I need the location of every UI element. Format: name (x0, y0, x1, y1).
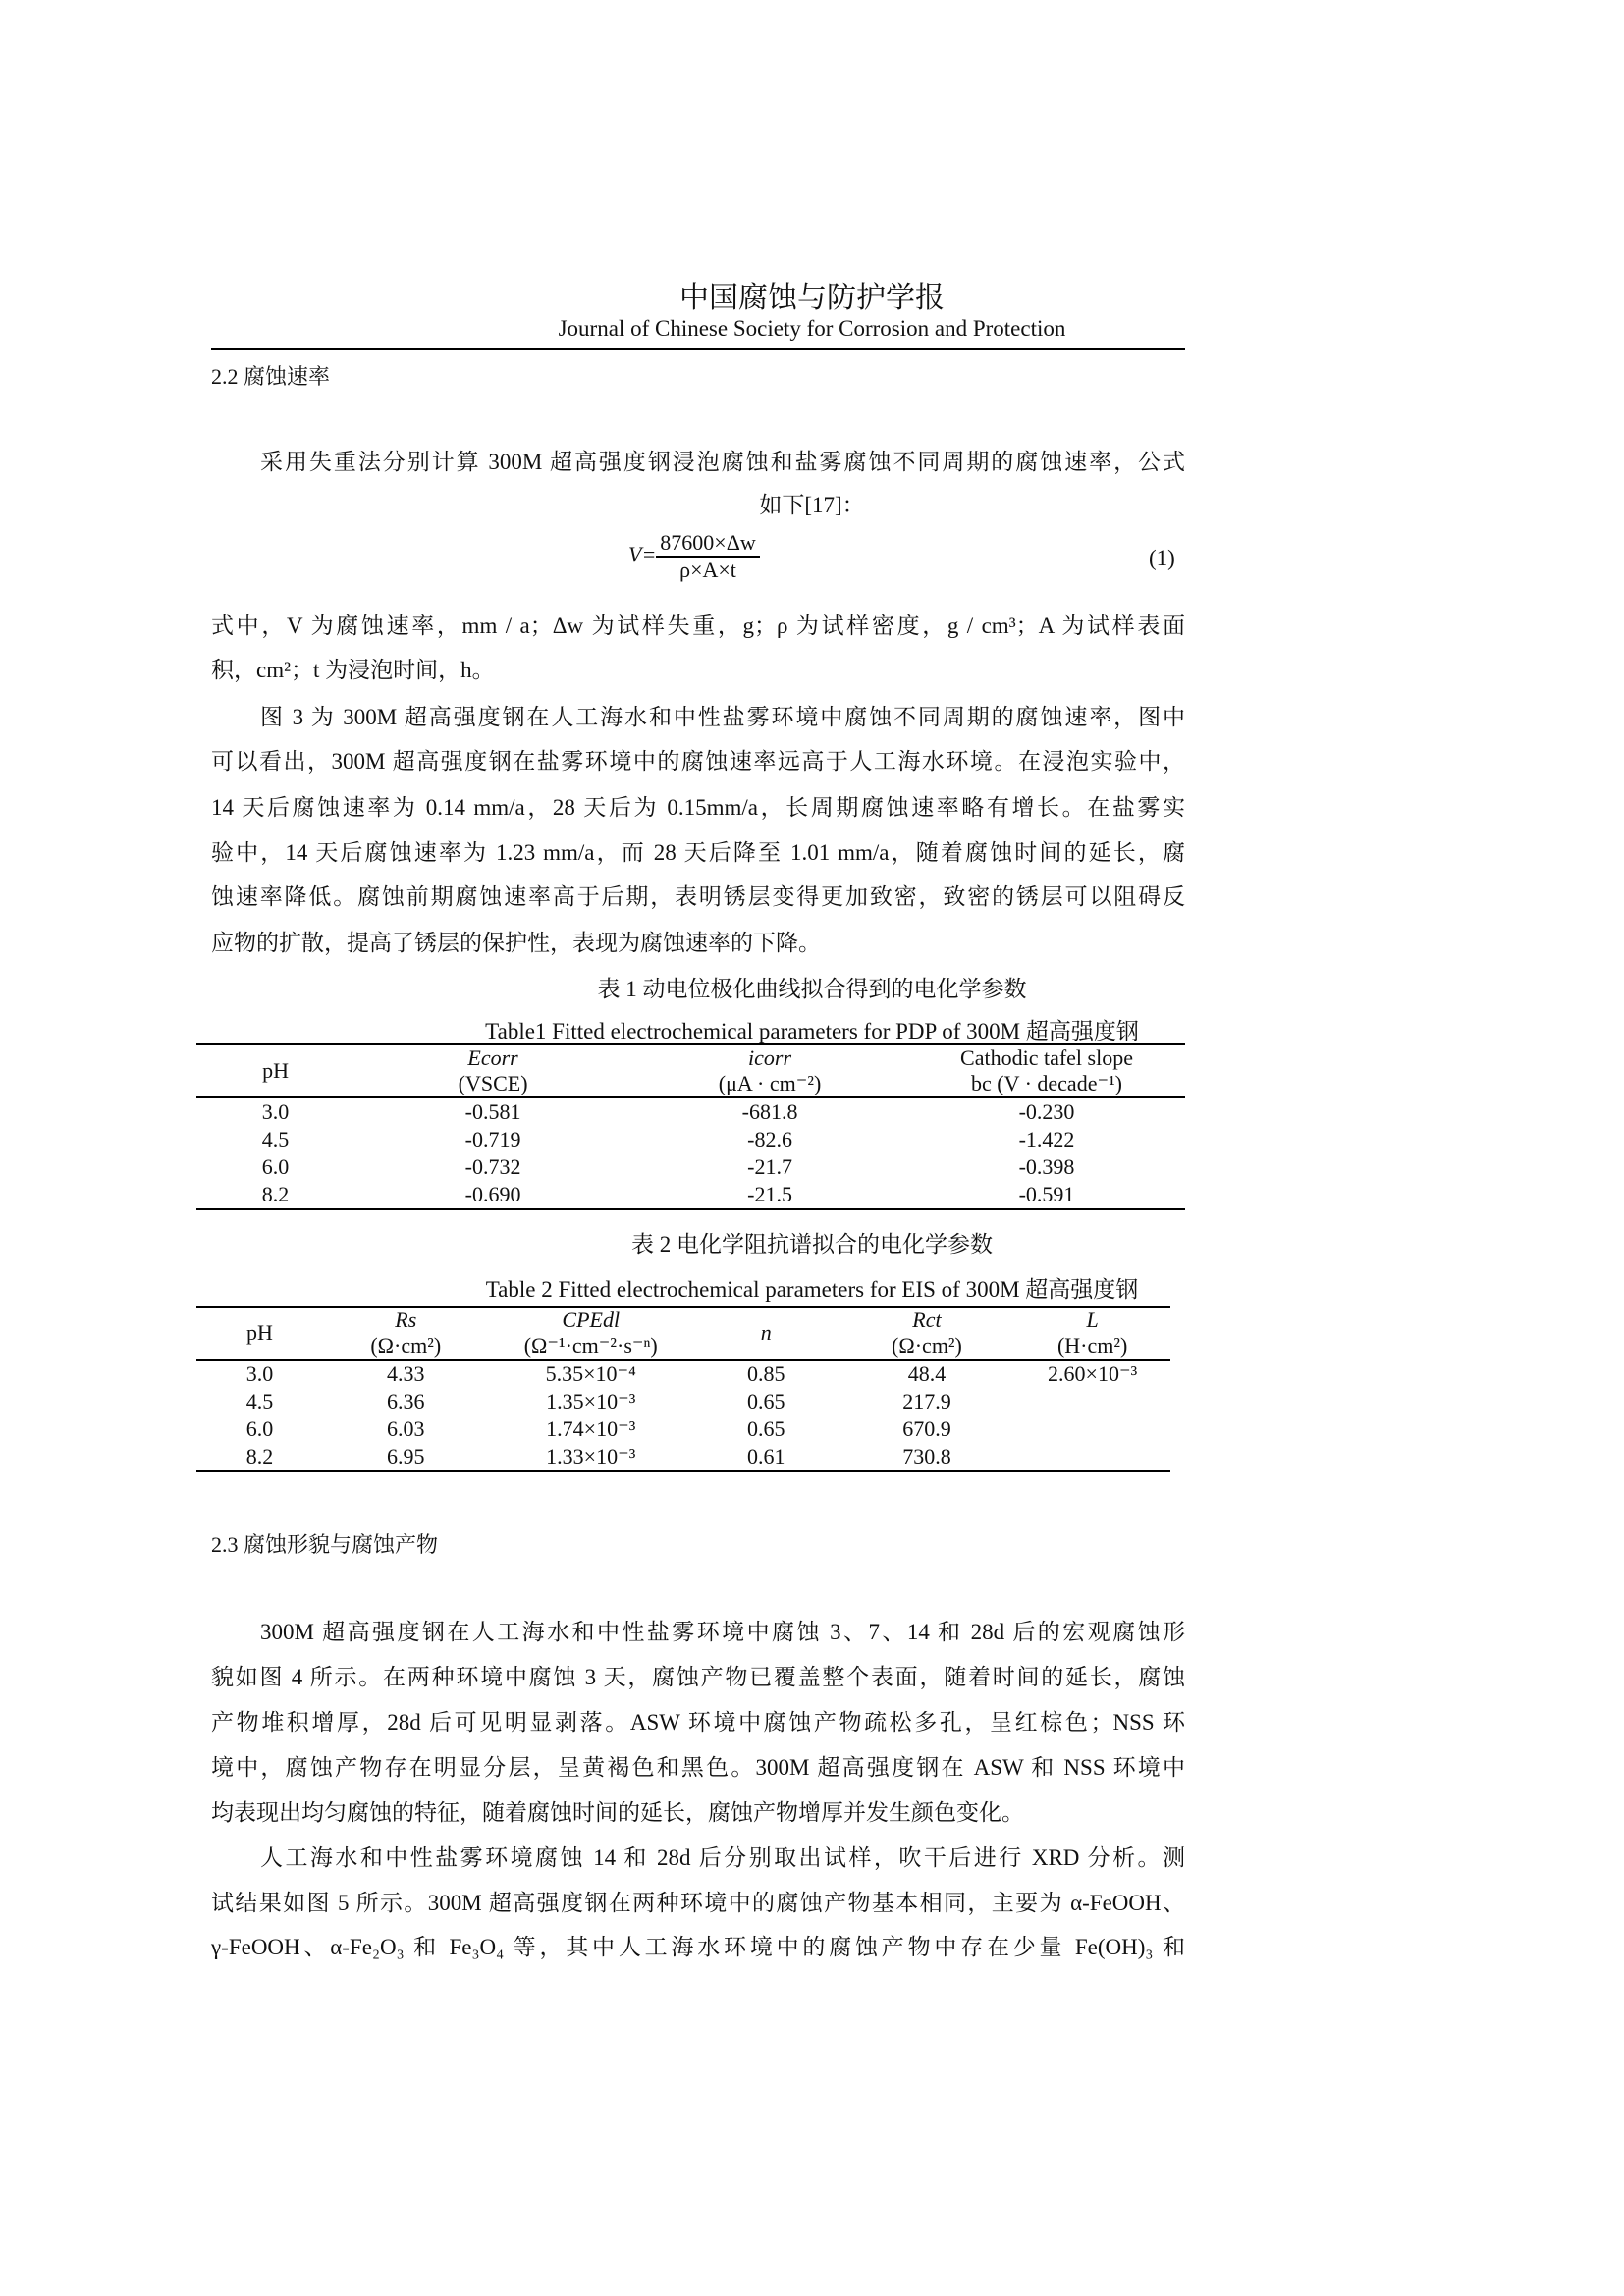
table-cell: 6.0 (261, 1154, 290, 1179)
table-cell: -0.230 (1018, 1099, 1075, 1124)
table-row (196, 1443, 1170, 1471)
table-cell: 6.0 (245, 1416, 274, 1441)
table-cell: 0.65 (747, 1389, 785, 1414)
formula-1 (628, 530, 760, 583)
table-header-row (196, 1308, 1170, 1360)
col-header-n: n (760, 1320, 772, 1345)
table-cell: 6.03 (387, 1416, 425, 1441)
col-header-rct: Rct (Ω·cm²) (892, 1308, 962, 1358)
paragraph-line: 试结果如图 5 所示。300M 超高强度钢在两种环境中的腐蚀产物基本相同，主要为 α-FeOOH、 (211, 1891, 1185, 1915)
table-cell: -0.591 (1018, 1182, 1075, 1206)
paragraph-line: 均表现出均匀腐蚀的特征，随着腐蚀时间的延长，腐蚀产物增厚并发生颜色变化。 (211, 1800, 1024, 1825)
formula-lhs: V= (628, 542, 657, 567)
paragraph-line: 产物堆积增厚，28d 后可见明显剥落。ASW 环境中腐蚀产物疏松多孔，呈红棕色；NSS 环 (211, 1710, 1185, 1735)
formula-numerator: 87600×Δw (656, 530, 759, 558)
table-cell: -0.732 (464, 1154, 521, 1179)
table2-grid (196, 1308, 1170, 1472)
col-header-icorr: icorr (μA · cm⁻²) (718, 1045, 822, 1095)
col-header-ecorr: Ecorr (VSCE) (458, 1045, 528, 1095)
paragraph-line: 可以看出，300M 超高强度钢在盐雾环境中的腐蚀速率远高于人工海水环境。在浸泡实验中， (211, 749, 1185, 774)
table-cell: -681.8 (741, 1099, 798, 1124)
table-cell: 0.65 (747, 1416, 785, 1441)
table-cell: -21.7 (747, 1154, 792, 1179)
table-cell: 4.33 (387, 1362, 425, 1386)
paragraph-line: 境中，腐蚀产物存在明显分层，呈黄褐色和黑色。300M 超高强度钢在 ASW 和 NSS 环境中 (211, 1755, 1185, 1780)
table-cell (1014, 1443, 1170, 1471)
table-cell: 0.61 (747, 1444, 785, 1468)
paragraph-line: 貌如图 4 所示。在两种环境中腐蚀 3 天，腐蚀产物已覆盖整个表面，随着时间的延长，腐蚀 (211, 1665, 1185, 1689)
table2-caption-en: Table 2 Fitted electrochemical parameters for EIS of 300M 超高强度钢 (485, 1277, 1139, 1302)
table-cell: 217.9 (902, 1389, 951, 1414)
table-cell: -0.398 (1018, 1154, 1075, 1179)
table-cell: -0.719 (464, 1127, 521, 1151)
table-cell: -82.6 (747, 1127, 792, 1151)
col-header-ph: pH (262, 1058, 289, 1083)
journal-title-en: Journal of Chinese Society for Corrosion and Protection (558, 316, 1066, 341)
formula-denominator: ρ×A×t (679, 558, 736, 582)
table2-caption-cn: 表 2 电化学阻抗谱拟合的电化学参数 (631, 1232, 993, 1256)
paragraph-line: 式中，V 为腐蚀速率，mm / a；Δw 为试样失重，g；ρ 为试样密度，g / cm³；A 为试样表面 (211, 614, 1185, 638)
table-cell: 0.85 (747, 1362, 785, 1386)
table-cell: 1.74×10⁻³ (546, 1416, 636, 1441)
table-cell: -0.690 (464, 1182, 521, 1206)
table-cell (1014, 1415, 1170, 1443)
table2 (196, 1306, 1170, 1472)
table-row (196, 1153, 1185, 1181)
table-cell: 48.4 (907, 1362, 947, 1386)
paragraph-line: 积，cm²；t 为浸泡时间，h。 (211, 658, 495, 682)
paragraph-line: 蚀速率降低。腐蚀前期腐蚀速率高于后期，表明锈层变得更加致密，致密的锈层可以阻碍反 (211, 884, 1185, 909)
col-header-tafel: Cathodic tafel slope bc (V · decade⁻¹) (960, 1045, 1133, 1095)
paragraph-line: 采用失重法分别计算 300M 超高强度钢浸泡腐蚀和盐雾腐蚀不同周期的腐蚀速率，公式 (260, 450, 1185, 474)
table-cell: 1.33×10⁻³ (546, 1444, 636, 1468)
journal-title-cn: 中国腐蚀与防护学报 (679, 282, 945, 314)
table-cell: 3.0 (245, 1362, 274, 1386)
paragraph-line: 图 3 为 300M 超高强度钢在人工海水和中性盐雾环境中腐蚀不同周期的腐蚀速率，图中 (260, 705, 1185, 729)
table-row (196, 1181, 1185, 1209)
table-row (196, 1126, 1185, 1153)
table-row (196, 1360, 1170, 1388)
table-cell: -21.5 (747, 1182, 792, 1206)
table-row (196, 1097, 1185, 1126)
col-header-ph: pH (246, 1320, 273, 1345)
table-cell: 670.9 (902, 1416, 951, 1441)
col-header-rs: Rs (Ω·cm²) (370, 1308, 442, 1358)
paragraph-line: 300M 超高强度钢在人工海水和中性盐雾环境中腐蚀 3、7、14 和 28d 后的宏观腐蚀形 (260, 1620, 1185, 1644)
table-header-row (196, 1045, 1185, 1097)
table-cell: 8.2 (245, 1444, 274, 1468)
table-cell: 6.36 (387, 1389, 425, 1414)
formula-number: (1) (1149, 546, 1175, 570)
section-heading-2-2: 2.2 腐蚀速率 (211, 364, 331, 389)
paragraph-line: 应物的扩散，提高了锈层的保护性，表现为腐蚀速率的下降。 (211, 931, 821, 955)
table-cell: -0.581 (464, 1099, 521, 1124)
col-header-l: L (H·cm²) (1056, 1308, 1128, 1358)
table1-caption-cn: 表 1 动电位极化曲线拟合得到的电化学参数 (597, 977, 1027, 1001)
table-row (196, 1388, 1170, 1415)
table1-grid (196, 1045, 1185, 1210)
table1-caption-en: Table1 Fitted electrochemical parameters for PDP of 300M 超高强度钢 (485, 1019, 1139, 1043)
table-cell: 8.2 (261, 1182, 290, 1206)
table-cell: -1.422 (1018, 1127, 1075, 1151)
table-cell: 4.5 (261, 1127, 290, 1151)
col-header-cpe: CPEdl (Ω⁻¹·cm⁻²·s⁻ⁿ) (523, 1308, 658, 1358)
table-cell: 2.60×10⁻³ (1048, 1362, 1138, 1386)
table-cell: 3.0 (261, 1099, 290, 1124)
table-cell: 5.35×10⁻⁴ (545, 1362, 636, 1386)
table-cell (1014, 1388, 1170, 1415)
header-rule (211, 348, 1185, 350)
section-heading-2-3: 2.3 腐蚀形貌与腐蚀产物 (211, 1532, 439, 1557)
table-row (196, 1415, 1170, 1443)
table-cell: 4.5 (245, 1389, 274, 1414)
table-cell: 6.95 (387, 1444, 425, 1468)
paragraph-line: 如下[17]： (759, 493, 865, 517)
table-cell: 1.35×10⁻³ (546, 1389, 636, 1414)
paragraph-line: 14 天后腐蚀速率为 0.14 mm/a，28 天后为 0.15mm/a，长周期腐蚀速率略有增长。在盐雾实 (211, 795, 1185, 820)
table1 (196, 1043, 1185, 1210)
paragraph-line: 验中，14 天后腐蚀速率为 1.23 mm/a，而 28 天后降至 1.01 mm/a，随着腐蚀时间的延长，腐 (211, 840, 1185, 865)
paragraph-line: γ-FeOOH、α-Fe₂O₃ 和 Fe₃O₄ 等，其中人工海水环境中的腐蚀产物中存在少量 Fe(OH)₃ 和 (211, 1935, 1185, 1959)
table-cell: 730.8 (902, 1444, 951, 1468)
paragraph-line: 人工海水和中性盐雾环境腐蚀 14 和 28d 后分别取出试样，吹干后进行 XRD 分析。测 (260, 1845, 1185, 1870)
